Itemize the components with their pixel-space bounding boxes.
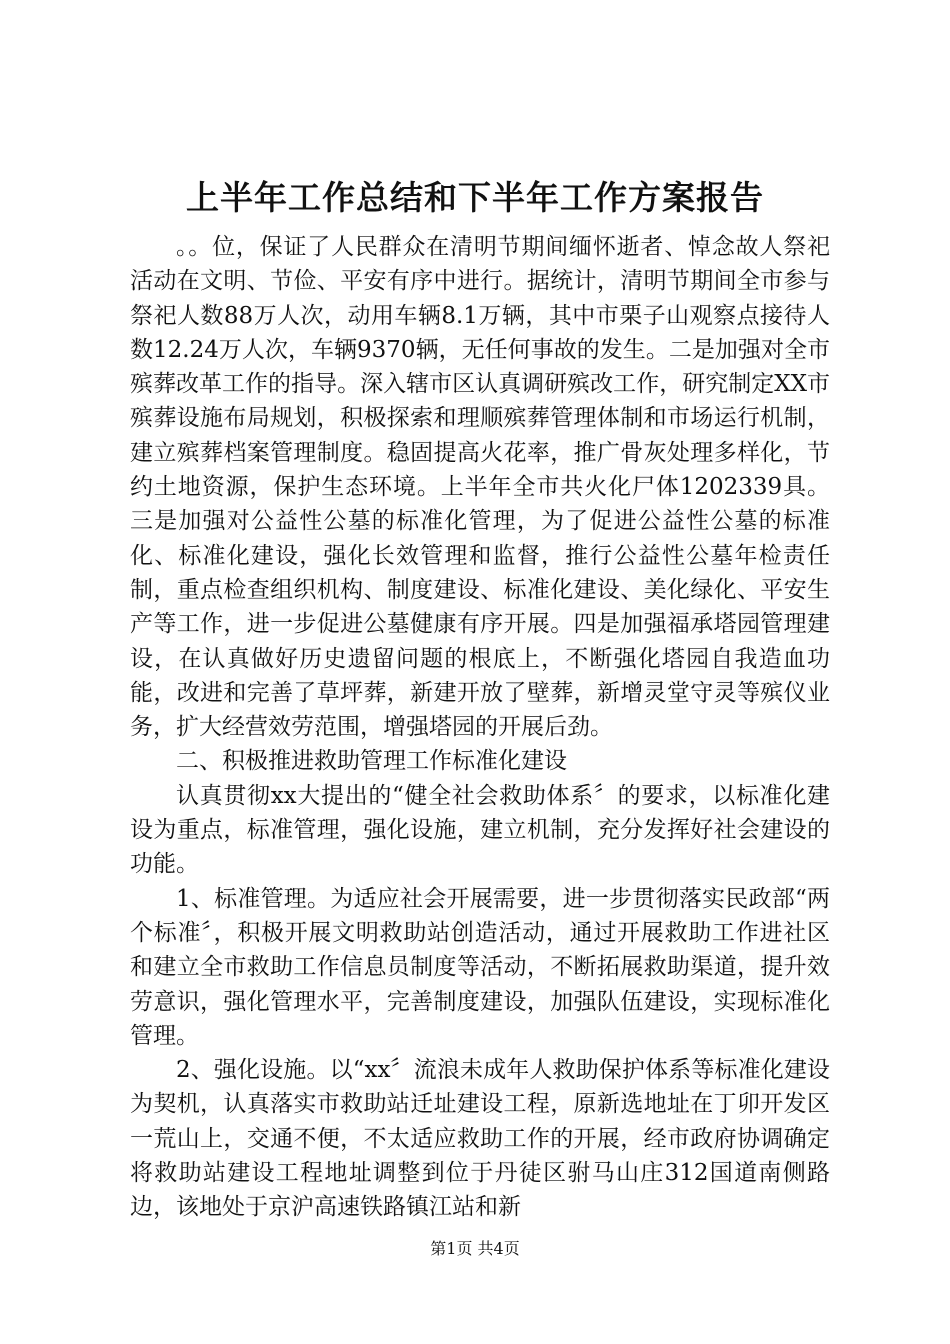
document-title: 上半年工作总结和下半年工作方案报告 xyxy=(186,178,764,217)
page-number-footer: 第1页 共4页 xyxy=(430,1239,520,1258)
section-heading-rescue: 二、积极推进救助管理工作标准化建设 xyxy=(176,748,567,775)
paragraph-facilities: 2、强化设施。以“xx〞流浪未成年人救助保护体系等标准化建设为契机，认真落实市救助站迁址建设工程，原新选地址在丁卯开发区一荒山上，交通不便，不太适应救助工作的开展，经市政府协调确定将救助站建设工程地址调整到位于丹徒区驸马山庄312国道南侧路边，该地处于京沪高速铁路镇江站和新 xyxy=(130,1057,830,1221)
paragraph-standard-management: 1、标准管理。为适应社会开展需要，进一步贯彻落实民政部“两个标准〞，积极开展文明救助站创造活动，通过开展救助工作进社区和建立全市救助工作信息员制度等活动，不断拓展救助渠道，提升效劳意识，强化管理水平，完善制度建设，加强队伍建设，实现标准化管理。 xyxy=(130,885,830,1049)
paragraph-funeral-management: 。。位，保证了人民群众在清明节期间缅怀逝者、悼念故人祭祀活动在文明、节俭、平安有序中进行。据统计，清明节期间全市参与祭祀人数88万人次，动用车辆8.1万辆，其中市栗子山观察点接待人数12.24万人次，车辆9370辆，无任何事故的发生。二是加强对全市殡葬改革工作的指导。深入辖市区认真调研殡改工作，研究制定XX市殡葬设施布局规划，积极探索和理顺殡葬管理体制和市场运行机制，建立殡葬档案管理制度。稳固提高火花率，推广骨灰处理多样化，节约土地资源，保护生态环境。上半年全市共火化尸体1202339具。三是加强对公益性公墓的标准化管理，为了促进公益性公墓的标准化、标准化建设，强化长效管理和监督，推行公益性公墓年检责任制，重点检查组织机构、制度建设、标准化建设、美化绿化、平安生产等工作，进一步促进公墓健康有序开展。四是加强福承塔园管理建设，在认真做好历史遗留问题的根底上，不断强化塔园自我造血功能，改进和完善了草坪葬，新建开放了壁葬，新增灵堂守灵等殡仪业务，扩大经营效劳范围，增强塔园的开展后劲。 xyxy=(130,234,830,741)
document-body xyxy=(130,230,830,1225)
paragraph-rescue-intro: 认真贯彻xx大提出的“健全社会救助体系〞的要求，以标准化建设为重点，标准管理，强化设施，建立机制，充分发挥好社会建设的功能。 xyxy=(130,782,830,878)
